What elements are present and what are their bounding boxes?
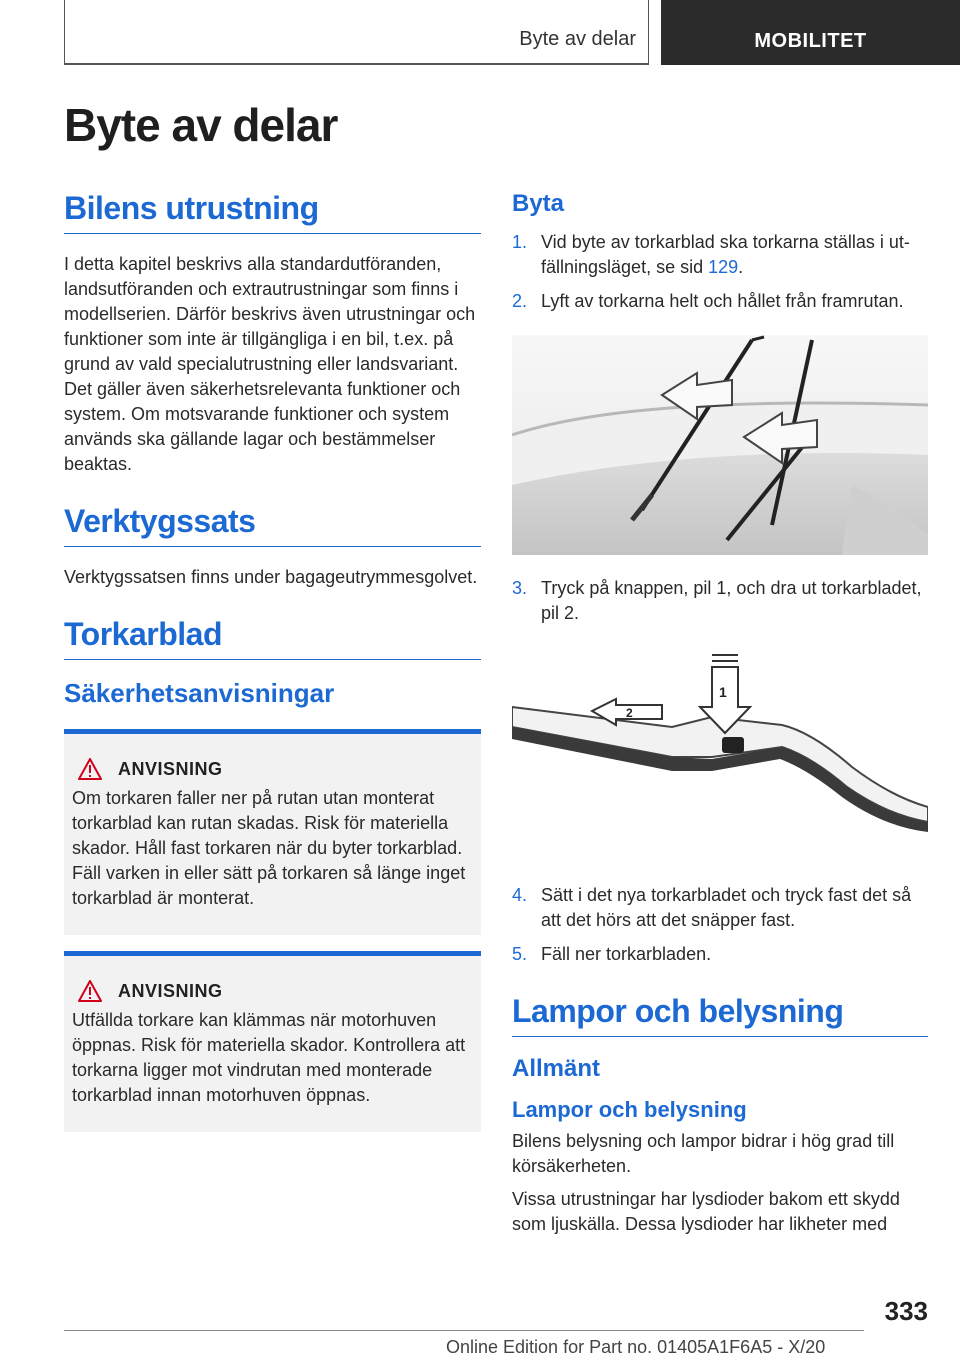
page-title: Byte av delar [64, 99, 338, 151]
step-text: Lyft av torkarna helt och hållet från framrutan. [541, 291, 904, 311]
figure-windshield-wipers [512, 335, 928, 555]
notice-header [72, 758, 471, 780]
header-mid-rule [648, 0, 649, 64]
right-column [512, 190, 928, 1245]
paragraph-lampor-2: Vissa utrustningar har lysdioder bakom ett skydd som ljuskälla. Dessa lysdioder har likheter med [512, 1189, 900, 1234]
paragraph-bilens-utrustning: I detta kapitel beskrivs alla standardutföranden, landsutföranden och extrautrustningar som finns i modellserien. Därför beskrivs även utrustningar och funktioner som inte är tillgängliga i en bil, t.ex. på grund av vald specialutrustning eller landsvariant. Det gäller även säkerhetsrelevanta funktioner och system. Om motsvarande funktioner och system används ska gällande lagar och bestämmelser beaktas. [64, 254, 476, 474]
steps-list-c [512, 883, 928, 967]
notice-text: Utfällda torkare kan klämmas när motorhuven öppnas. Risk för materiella skador. Kontrollera att torkarna ligger mot vindrutan med monterade torkarblad innan motorhuven öppnas. [72, 1010, 466, 1105]
steps-list-b [512, 576, 928, 626]
list-item [512, 230, 928, 280]
header-chapter-tab[interactable]: MOBILITET [661, 0, 960, 65]
step-text: Tryck på knappen, pil 1, och dra ut torkarbladet, pil 2. [541, 578, 922, 623]
page-number: 333 [884, 1296, 928, 1326]
notice-text: Om torkaren faller ner på rutan utan monterat torkarblad kan rutan skadas. Risk för materiella skador. Håll fast torkaren när du byter torkarblad. Fäll varken in eller sätt på torkaren så länge inget torkarblad är monterat. [72, 788, 466, 908]
warning-triangle-icon [78, 980, 102, 1002]
paragraph-lampor-1: Bilens belysning och lampor bidrar i hög grad till körsäkerheten. [512, 1131, 895, 1176]
footer-rule [64, 1330, 864, 1331]
header-left-rule [64, 0, 65, 64]
step-number: 1. [512, 232, 528, 252]
figure-wiper-blade-release [512, 647, 928, 862]
subheading-lampor-och-belysning: Lampor och belysning [512, 1097, 747, 1122]
paragraph-verktygssats: Verktygssatsen finns under bagageutrymmesgolvet. [64, 567, 478, 587]
list-item [512, 289, 928, 314]
warning-triangle-icon [78, 758, 102, 780]
list-item [512, 942, 928, 967]
notice-label: ANVISNING [118, 980, 223, 1001]
step-number: 4. [512, 885, 528, 905]
arrow-label-2: 2 [626, 706, 633, 720]
steps-list-a [512, 230, 928, 314]
left-column [64, 190, 481, 1148]
section-heading-verktygssats: Verktygssats [64, 503, 481, 547]
notice-box-1 [64, 729, 481, 935]
step-number: 3. [512, 578, 528, 598]
notice-box-2 [64, 951, 481, 1132]
header-section-title: Byte av delar [519, 28, 636, 50]
header-bottom-rule [64, 63, 649, 65]
section-heading-lampor-och-belysning: Lampor och belysning [512, 993, 928, 1037]
subheading-allmant: Allmänt [512, 1055, 601, 1082]
section-heading-bilens-utrustning: Bilens utrustning [64, 190, 481, 234]
subheading-sakerhetsanvisningar: Säkerhetsanvisningar [64, 678, 335, 708]
step-number: 2. [512, 291, 528, 311]
section-heading-torkarblad: Torkarblad [64, 616, 481, 660]
step-text: Vid byte av torkarblad ska torkarna ställas i utfällningsläget, se sid 129. [541, 232, 910, 277]
step-number: 5. [512, 944, 528, 964]
footer-edition: Online Edition for Part no. 01405A1F6A5 - X/20 [446, 1337, 826, 1357]
subheading-byta: Byta [512, 190, 565, 217]
list-item [512, 883, 928, 933]
notice-label: ANVISNING [118, 758, 223, 779]
notice-header [72, 980, 471, 1002]
page-link-129[interactable]: 129 [708, 257, 739, 277]
arrow-label-1: 1 [719, 684, 727, 700]
list-item [512, 576, 928, 626]
step-text: Fäll ner torkarbladen. [541, 944, 712, 964]
step-text: Sätt i det nya torkarbladet och tryck fast det så att det hörs att det snäpper fast. [541, 885, 912, 930]
